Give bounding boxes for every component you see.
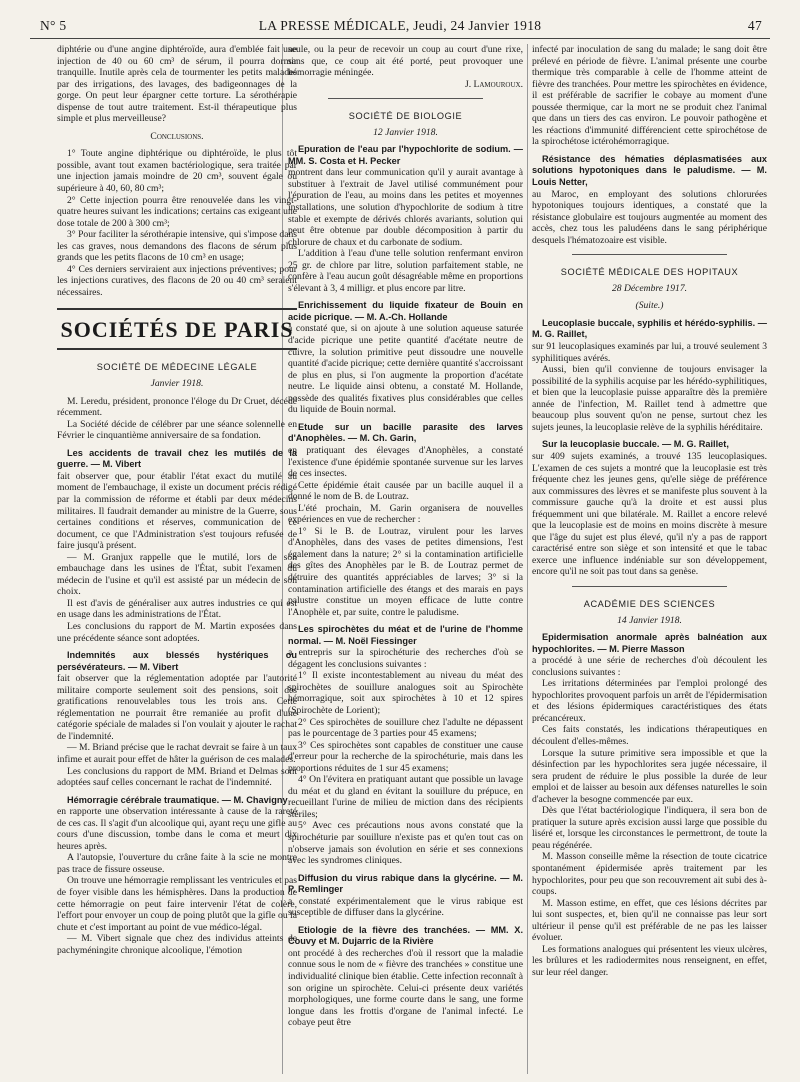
paragraph: Il est d'avis de généraliser aux autres industries ce qui est en usage dans les administrations de l'État. [57,597,297,621]
paragraph: a procédé à une série de recherches d'où découlent les conclusions suivantes : [532,655,767,678]
session-date: 14 Janvier 1918. [617,614,682,626]
society-heading: SOCIÉTÉ DE MÉDECINE LÉGALE [96,362,258,373]
article-title: Les spirochètes du méat et de l'urine de l'homme normal. — M. Noël Fiessinger [288,624,523,646]
paragraph: au Maroc, en employant des solutions chlorurées hypotoniques toujours identiques, a constaté que la résistance globulaire est toujours augmentée au moment des accès, chez tous les paludéens dans le sang périphérique desquels l'hématozoaire est visible. [532,188,767,246]
article-title: Sur la leucoplasie buccale. — M. G. Raillet, [542,439,729,450]
issue-number: N° 5 [40,18,67,33]
divider [572,586,727,587]
paragraph: Les conclusions du rapport de MM. Briand et Delmas sont adoptées sauf celles concernant le rachat de l'indemnité. [57,765,297,789]
conclusion-item: 3° Pour faciliter la sérothérapie intensive, qui s'impose dans les cas graves, nous demandons des flacons de sérum plus grands que les petits flacons de 10 cm³ en usage; [57,229,297,264]
paragraph: 5° Avec ces précautions nous avons constaté que la spirochéturie par souillure n'existe pas et qu'en tout cas on n'observe jamais son évolution en série et ses connexions avec les syndromes cliniques. [288,820,523,867]
paragraph: en pratiquant des élevages d'Anophèles, a constaté l'existence d'une épidémie spontanée survenue sur les larves de ces insectes. [288,444,523,480]
article-title: Les accidents de travail chez les mutilés de la guerre. — M. Vibert [57,447,297,470]
article-title: Résistance des hématies déplasmatisées aux solutions hypotoniques dans le paludisme. — M. Louis Netter, [532,153,767,188]
paragraph: La Société décide de célébrer par une séance solennelle en Février le cinquantième anniversaire de sa fondation. [57,418,297,442]
column-2 [288,44,523,1074]
article-title: Etude sur un bacille parasite des larves d'Anophèles. — M. Ch. Garin, [288,421,523,444]
paragraph: 2° Ces spirochètes de souillure chez l'adulte ne dépassent pas le pourcentage de 3 parties pour 45 examens; [288,716,523,740]
session-date: 28 Décembre 1917. [611,282,688,294]
divider [572,254,727,255]
paragraph: 4° On l'évitera en pratiquant autant que possible un lavage du méat et du gland en évitant la souillure du prépuce, en recueillant l'urine de milieu de miction dans des récipients stériles; [288,774,523,820]
paragraph: Cette épidémie était causée par un bacille auquel il a donné le nom de B. de Loutraz. [288,479,523,503]
article-title: Enrichissement du liquide fixateur de Bouin en acide picrique. — M. A.-Ch. Hollande [288,300,523,322]
paragraph: — M. Vibert signale que chez des individus atteints de pachyméningite chronique alcoolique, l'émotion [57,933,297,956]
society-heading: SOCIÉTÉ MÉDICALE DES HOPITAUX [560,267,739,278]
paragraph: 3° Ces spirochètes sont capables de constituer une cause d'erreur pour la recherche de la spirochéturie, mais dans les proportions réduites de 1 sur 45 examens; [288,739,523,774]
paragraph: sur 91 leucoplasiques examinés par lui, a trouvé seulement 3 syphilitiques avérés. [532,341,767,364]
paragraph: — M. Granjux rappelle que le mutilé, lors de son embauchage dans les usines de l'État, subit l'examen du médecin de l'usine et qu'il est assisté par un médecin de son choix. [57,551,297,598]
article-title: Hémorragie cérébrale traumatique. — M. Chavigny [67,794,288,805]
paragraph: M. Masson estime, en effet, que ces lésions décrites par lui sont suspectes, et, bien qu'il ne connaisse pas leur sort ultérieur il pense qu'il est préférable de ne pas les laisser évoluer. [532,897,767,944]
paragraph: — M. Briand précise que le rachat devrait se faire à un taux infime et aurait pour effet de hâter la guérison de ces malades. [57,742,297,765]
paragraph: montrent dans leur communication qu'il y aurait avantage à substituer à l'extrait de Javel utilisé communément pour l'épuration de l'eau, au moins dans les petites et moyennes installations, une solution d'hypochlorite de sodium à titre stable et exempte de dérivés chlorés avariants, solution qui peut être obtenue par double décomposition à partir du chlorure de chaux et du carbonate de sodium. [288,167,523,248]
column-rule [527,44,528,1074]
society-heading: SOCIÉTÉ DE BIOLOGIE [348,111,463,122]
session-date: 12 Janvier 1918. [373,126,438,138]
paragraph: M. Masson conseille même la résection de toute cicatrice spontanément épidermisée après traitement par les hypochlorites, pour peu que son recouvrement ait subi des à-coups. [532,851,767,898]
paragraph: a constaté que, si on ajoute à une solution aqueuse saturée d'acide picrique une petite quantité d'acétate neutre de cuivre, la solution primitive peut dissoudre une nouvelle quantité d'acide picrique; cette dernière quantité s'accroissant de plus en plus, si l'on augmente la proportion d'acétate neutre. Le liquide ainsi obtenu, a constaté M. Hollande, possède des qualités fixatives plus considérables que celles du liquide de Bouin normal. [288,323,523,416]
conclusion-item: 4° Ces derniers serviraient aux injections préventives; pour les injections curatives, des flacons de 20 ou 40 cm³ seraient nécessaires. [57,263,297,298]
page-number: 47 [747,18,762,33]
column-1 [57,44,297,1074]
paragraph: Dès que l'état bactériologique l'indiquera, il sera bon de pratiquer la suture après excision aussi large que possible du liséré et, lorsque les circonstances le permettront, de toute la peau régénérée. [532,805,767,851]
paragraph: diphtérie ou d'une angine diphtéroïde, aura d'emblée fait une injection de 40 ou 60 cm³ de sérum, il pourra dormir tranquille. Inutile après cela de tourmenter les petits malades par des irrigations, des lavages, des badigeonnages de la gorge. On peut leur épargner cette torture. La sérothérapie dispense de tout autre traitement. Est-il thérapeutique plus simple et plus merveilleuse? [57,44,297,125]
society-heading: ACADÉMIE DES SCIENCES [583,598,716,609]
paragraph: a constaté expérimentalement que le virus rabique est susceptible de diffuser dans la glycérine. [288,895,523,919]
column-3 [532,44,767,1074]
paragraph: fait observer que, pour établir l'état exact du mutilé au moment de l'embauchage, il existe un document précis rédigé par la commission de réforme et établi par deux médecins militaires. Il faudrait demander au ministre de la Guerre, sous certaines conditions et réserves, communication de ce document, ce que l'Administration s'est toujours refusée de faire jusqu'à présent. [57,470,297,552]
session-date: Janvier 1918. [150,378,204,390]
paragraph: en rapporte une observation intéressante à cause de la rareté de ces cas. Il s'agit d'un alcoolique qui, ayant reçu une gifle au cours d'une discussion, tombe dans le coma et meurt dix heures après. [57,806,297,852]
article-title: Diffusion du virus rabique dans la glycérine. — M. P. Remlinger [288,872,523,895]
paragraph: Les conclusions du rapport de M. Martin exposées dans une précédente séance sont adoptées. [57,620,297,644]
divider [328,98,483,99]
paragraph: seule, ou la peur de recevoir un coup au court d'une rixe, sans que, ce coup ait été porté, peut provoquer une hémorragie méningée. [288,44,523,79]
paragraph: Lorsque la suture primitive sera impossible et que la désinfection par les hypochlorites sera jugée nécessaire, il sera prudent de réduire le plus possible la durée de leur emploi et de laisser au besoin aux défenses naturelles le soin d'achever la besogne commencée par eux. [532,747,767,805]
paragraph: sur 409 sujets examinés, a trouvé 135 leucoplasiques. L'examen de ces sujets a montré que la leucoplasie est très fréquente chez les jeunes gens, qu'elle siège de préférence aux commissures des lèvres et se manifeste plus souvent à la commissure gauche qu'à la droite et est aussi plus fréquemment uni que bilatérale. M. Raillet a encore relevé que la leucoplasie est de moins en moins discrète à mesure que l'âge du sujet est plus élevé, qu'il n'y a pas de rapport caractérisé entre son siège et son intensité et que le tabac exerce une influence indéniable sur son développement, encore qu'il ne soit pas tout dans sa genèse. [532,450,767,578]
paragraph: a entrepris sur la spirochéturie des recherches d'où se dégagent les conclusions suivantes : [288,647,523,670]
article-title: Epuration de l'eau par l'hypochlorite de sodium. — MM. S. Costa et H. Pecker [288,144,523,166]
paragraph: 1° Il existe incontestablement au niveau du méat des spirochètes de souillure analogues soit au Spirochète hémorragique, soit aux spirochètes à 10 et 12 spires (Spirochète de Lorient); [288,670,523,716]
conclusion-item: 1° Toute angine diphtérique ou diphtéroïde, le plus tôt possible, avant tout examen bactériologique, sera traitée par une injection jamais moindre de 20 cm³, souvent égale ou supérieure à 40, 60, 80 cm³; [57,148,297,195]
newspaper-title: LA PRESSE MÉDICALE, Jeudi, 24 Janvier 1918 [258,18,542,33]
paragraph: M. Leredu, président, prononce l'éloge du Dr Cruet, décédé récemment. [57,395,297,419]
paragraph: 1° Si le B. de Loutraz, virulent pour les larves d'Anophèles, dans des vases de petites dimensions, l'est également dans la nature; 2° si la contamination artificielle des gîtes des Anophèles par le B. de Loutraz permet de détruire des quantités appréciables de larves; 3° si la contamination artificielle des étangs et des marais en pays palustre constitue un moyen efficace de lutte contre l'Anophèle et, par suite, contre le paludisme. [288,525,523,618]
paragraph: L'addition à l'eau d'une telle solution renfermant environ 25 gr. de chlore par litre, solution parfaitement stable, ne confère à l'eau aucun goût désagréable même en proportions s'élevant à 3, 4 milligr. et plus encore par litre. [288,248,523,294]
article-title: Etiologie de la fièvre des tranchées. — MM. X. Couvy et M. Dujarric de la Rivière [288,924,523,947]
article-title: Epidermisation anormale après balnéation aux hypochlorites. — M. Pierre Masson [532,632,767,654]
section-title: SOCIÉTÉS DE PARIS [57,308,297,350]
signature: J. Lamouroux. [464,78,523,90]
article-title: Indemnités aux blessés hystériques ou persévérateurs. — M. Vibert [57,650,297,672]
paragraph: Ces faits constatés, les indications thérapeutiques en découlent d'elles-mêmes. [532,724,767,747]
paragraph: fait observer que la réglementation adoptée par l'autorité militaire comporte seulement soit des pensions, soit des gratifications renouvelables tous les trois ans. Cette réglementation ne pourrait être remaniée au profit d'une catégorie spéciale de malades si l'on voulait y ajouter le rachat de l'indemnité. [57,673,297,742]
paragraph: Les formations analogues qui présentent les vieux ulcères, les brûlures et les radiodermites nous renseignent, en effet, sur leur réel danger. [532,943,767,978]
paragraph: L'été prochain, M. Garin organisera de nouvelles expériences en vue de rechercher : [288,502,523,526]
conclusion-item: 2° Cette injection pourra être renouvelée dans les vingt-quatre heures suivant les indications; certains cas exigeant une dose totale de 200 à 300 cm³; [57,194,297,229]
article-title: Leucoplasie buccale, syphilis et hérédo-syphilis. — M. G. Raillet, [532,317,767,340]
paragraph: ont procédé à des recherches d'où il ressort que la maladie connue sous le nom de « fièvre des tranchées » constitue une individualité clinique bien établie. Cette infection reconnaît à son origine un spirochète. Celui-ci présente deux variétés morphologiques, une forme courte dans le sang, une forme longue dans les frottis d'organe de l'animal infecté. Le cobaye peut être [288,947,523,1029]
suite-label: (Suite.) [635,300,664,312]
paragraph: A l'autopsie, l'ouverture du crâne faite à la scie ne montre pas trace de fissure osseuse. [57,852,297,875]
paragraph: Les irritations déterminées par l'emploi prolongé des hypochlorites provoquent parfois un arrêt de l'épidermisation et des lésions épidermiques caractéristiques des états précancéreux. [532,678,767,724]
conclusions-title: Conclusions. [150,130,204,142]
paragraph: On trouve une hémorragie remplissant les ventricules et pas de foyer visible dans les hémisphères. Dans la production de cette hémorragie on peut faire intervenir l'état de colère, l'effort pour envoyer un coup de poing plutôt que la gifle ou la chute et c'est important au point de vue médico-légal. [57,875,297,933]
page-header [30,16,770,39]
paragraph: infecté par inoculation de sang du malade; le sang doit être prélevé en période de fièvre. L'animal présente une courbe thermique très comparable à celle de l'homme atteint de fièvre des tranchées. Pour mettre les spirochètes en évidence, il est préférable de sacrifier le cobaye au moment d'une poussée thermique, car la mort ne se produit chez l'animal que dans un tiers des cas environ. Le pouvoir pathogène et les réactions d'immunité différencient cette spirochétose de la spirochétose ictérohémorragique. [532,44,767,148]
paragraph: Aussi, bien qu'il convienne de toujours envisager la possibilité de la syphilis acquise par les hérédo-syphilitiques, et bien que la leucoplasie puisse apparaître dès la première année de l'infection, M. Raillet tend à admettre que beaucoup plus souvent qu'on ne pense, surtout chez les sujets jeunes, la leucoplasie relève de la syphilis héréditaire. [532,364,767,433]
